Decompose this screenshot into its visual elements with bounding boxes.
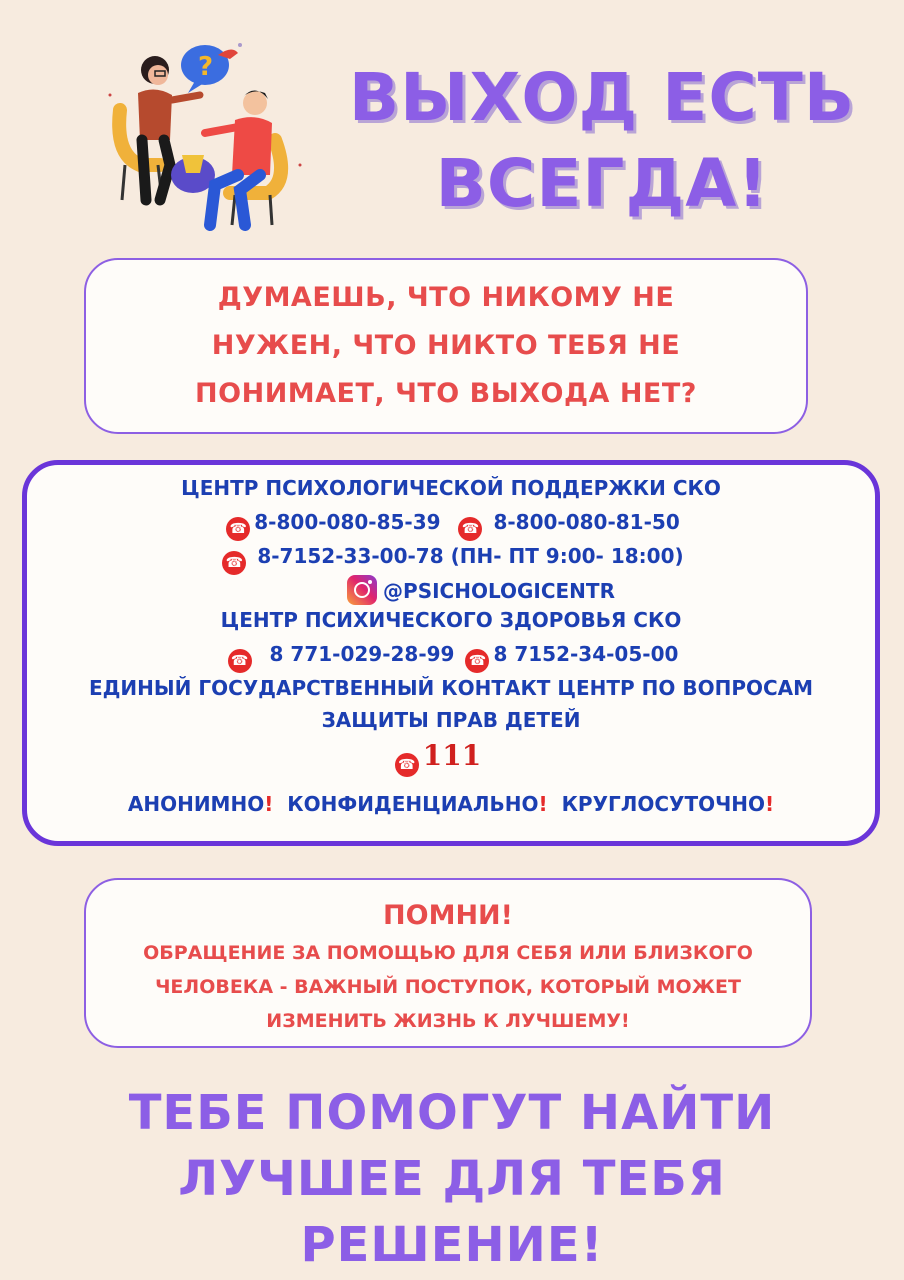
instagram-icon: [347, 575, 377, 605]
svg-text:?: ?: [198, 52, 214, 82]
footer-line1: ТЕБЕ ПОМОГУТ НАЙТИ: [128, 1085, 776, 1141]
phone-number-1[interactable]: 8-800-080-85-39: [254, 510, 441, 534]
phone-icon: ☎: [222, 551, 246, 575]
phone-icon: ☎: [226, 517, 250, 541]
question-box: [84, 258, 808, 434]
headline-line1: ВЫХОД ЕСТЬ: [348, 59, 856, 136]
exclamation-mark: !: [538, 792, 548, 816]
phone-row-1: [27, 509, 875, 541]
exclamation-mark: !: [765, 792, 775, 816]
phone-row-2: [27, 543, 875, 575]
remember-line3: ИЗМЕНИТЬ ЖИЗНЬ К ЛУЧШЕМУ!: [266, 1010, 630, 1032]
remember-title: ПОМНИ!: [383, 900, 513, 931]
phone-number-3[interactable]: 8-7152-33-00-78 (ПН- ПТ 9:00- 18:00): [257, 544, 684, 568]
tag-round-the-clock: КРУГЛОСУТОЧНО: [561, 792, 766, 816]
headline-line2: ВСЕГДА!: [435, 145, 769, 222]
headline: [300, 55, 904, 227]
center3-line2: ЗАЩИТЫ ПРАВ ДЕТЕЙ: [321, 708, 581, 732]
phone-number-5[interactable]: 8 7152-34-05-00: [493, 642, 679, 666]
exclamation-mark: !: [264, 792, 274, 816]
counseling-illustration: [100, 15, 310, 245]
phone-icon: ☎: [465, 649, 489, 673]
footer-line3: РЕШЕНИЕ!: [300, 1217, 604, 1273]
remember-box: [84, 878, 812, 1048]
footer-slogan: [0, 1080, 904, 1278]
phone-row-3: [27, 641, 875, 673]
phone-number-4[interactable]: 8 771-029-28-99: [269, 642, 455, 666]
hotline-row: [0, 739, 875, 777]
remember-line2: ЧЕЛОВЕКА - ВАЖНЫЙ ПОСТУПОК, КОТОРЫЙ МОЖЕТ: [155, 976, 741, 998]
phone-number-2[interactable]: 8-800-080-81-50: [493, 510, 680, 534]
footer-line2: ЛУЧШЕЕ ДЛЯ ТЕБЯ: [178, 1151, 726, 1207]
center2-title: ЦЕНТР ПСИХИЧЕСКОГО ЗДОРОВЬЯ СКО: [220, 608, 682, 632]
center1-title: ЦЕНТР ПСИХОЛОГИЧЕСКОЙ ПОДДЕРЖКИ СКО: [181, 476, 721, 500]
hotline-number[interactable]: 111: [422, 739, 482, 772]
question-line3: ПОНИМАЕТ, ЧТО ВЫХОДА НЕТ?: [195, 378, 697, 409]
remember-text: [96, 936, 800, 1038]
center3-line1: ЕДИНЫЙ ГОСУДАРСТВЕННЫЙ КОНТАКТ ЦЕНТР ПО ВОПРОСАМ: [88, 676, 814, 700]
service-tags: [27, 791, 875, 817]
instagram-row: [87, 575, 875, 605]
phone-icon: ☎: [228, 649, 252, 673]
tag-confidential: КОНФИДЕНЦИАЛЬНО: [287, 792, 539, 816]
question-line2: НУЖЕН, ЧТО НИКТО ТЕБЯ НЕ: [211, 330, 681, 361]
remember-line1: ОБРАЩЕНИЕ ЗА ПОМОЩЬЮ ДЛЯ СЕБЯ ИЛИ БЛИЗКОГО: [143, 942, 753, 964]
tag-anonymous: АНОНИМНО: [127, 792, 265, 816]
phone-icon: ☎: [395, 753, 419, 777]
contacts-box: [22, 460, 880, 846]
instagram-handle[interactable]: @PSICHOLOGICENTR: [383, 579, 615, 603]
phone-icon: ☎: [458, 517, 482, 541]
question-line1: ДУМАЕШЬ, ЧТО НИКОМУ НЕ: [217, 282, 675, 313]
